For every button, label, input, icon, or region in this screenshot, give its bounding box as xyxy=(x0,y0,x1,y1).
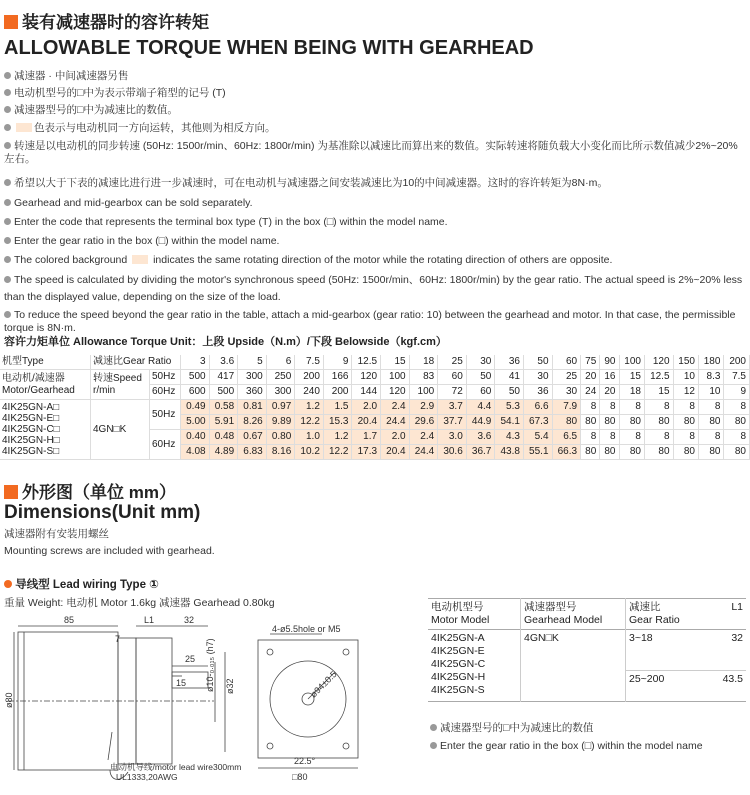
t60_up-cell: 1.2 xyxy=(323,430,352,445)
t50_up-cell: 0.81 xyxy=(238,400,267,415)
gearhead-model: 4GN□K xyxy=(91,400,150,460)
note: Enter the gear ratio in the box (□) within the model name. xyxy=(4,235,744,248)
t50_down-cell: 24.4 xyxy=(381,415,410,430)
model-note-en: Enter the gear ratio in the box (□) within the model name xyxy=(430,740,744,753)
section-title-en: ALLOWABLE TORQUE WHEN BEING WITH GEARHEAD xyxy=(4,37,534,59)
ratios-cell: 150 xyxy=(673,355,698,370)
speed60-cell: 18 xyxy=(619,385,644,400)
speed50-cell: 25 xyxy=(552,370,581,385)
t50_down-cell: 67.3 xyxy=(523,415,552,430)
t50_down-cell: 5.91 xyxy=(209,415,238,430)
unit-line: 容许力矩单位 Allowance Torque Unit：上段 Upside（N.m）/下段 Belowside（kgf.cm） xyxy=(4,336,447,348)
bullet-icon xyxy=(4,199,11,206)
motor-list: 4IK25GN-A□ 4IK25GN-E□ 4IK25GN-C□ 4IK25GN-H□ 4IK25GN-S□ xyxy=(0,400,91,460)
t50_down-cell: 80 xyxy=(644,415,673,430)
t60_up-cell: 0.48 xyxy=(209,430,238,445)
t50_up-cell: 8 xyxy=(600,400,619,415)
bullet-icon xyxy=(4,142,11,149)
gear-model: 4GN□K xyxy=(521,630,626,702)
speed60-cell: 500 xyxy=(209,385,238,400)
t60_down-cell: 80 xyxy=(698,445,723,460)
hz60-torque-label: 60Hz xyxy=(150,430,181,460)
note: 希望以大于下表的减速比进行进一步减速时，可在电动机与减速器之间安装减速比为10的中间减速器。这时的容许转矩为8N·m。 xyxy=(4,177,744,190)
t50_up-cell: 8 xyxy=(698,400,723,415)
note: 减速器型号的□中为减速比的数值。 xyxy=(4,104,744,117)
speed50-cell: 41 xyxy=(495,370,524,385)
t50_up-cell: 6.6 xyxy=(523,400,552,415)
t50_up-cell: 8 xyxy=(581,400,600,415)
t60_down-cell: 24.4 xyxy=(409,445,438,460)
bullet-icon xyxy=(4,89,11,96)
t50_up-cell: 1.2 xyxy=(295,400,324,415)
t60_down-cell: 17.3 xyxy=(352,445,381,460)
t50_down-cell: 80 xyxy=(698,415,723,430)
t60_down-cell: 20.4 xyxy=(381,445,410,460)
ratios-cell: 36 xyxy=(495,355,524,370)
ratios-cell: 200 xyxy=(724,355,750,370)
header-ratio: 减速比Gear Ratio xyxy=(91,355,181,370)
header-type: 机型Type xyxy=(0,355,91,370)
speed60-cell: 12 xyxy=(673,385,698,400)
speed50-cell: 60 xyxy=(438,370,467,385)
bullet-icon xyxy=(4,237,11,244)
orange-dot-icon xyxy=(4,580,12,588)
ratios-cell: 3 xyxy=(181,355,210,370)
dim-85: 85 xyxy=(64,615,75,625)
dim-32b: ø32 xyxy=(225,678,235,694)
t50_up-cell: 2.9 xyxy=(409,400,438,415)
t60_up-cell: 8 xyxy=(644,430,673,445)
speed60-cell: 300 xyxy=(266,385,295,400)
speed50-cell: 50 xyxy=(466,370,495,385)
model-table xyxy=(428,598,746,702)
section-title-cn: 装有减速器时的容许转矩 xyxy=(4,8,209,33)
ratio-2: 25~200 xyxy=(626,671,708,702)
t50_up-cell: 3.7 xyxy=(438,400,467,415)
speed50-cell: 10 xyxy=(673,370,698,385)
l1-1: 32 xyxy=(708,630,746,671)
note: 电动机型号的□中为表示带端子箱型的记号 (T) xyxy=(4,87,744,100)
holes-label: 4-ø5.5hole or M5 xyxy=(272,624,341,634)
ratios-cell: 30 xyxy=(466,355,495,370)
t60_up-cell: 8 xyxy=(600,430,619,445)
note: 转速是以电动机的同步转速 (50Hz: 1500r/min、60Hz: 1800r/min) 为基准除以减速比而算出来的数值。实际转速将随负载大小变化而比所示数值减少2%~20%左右。 xyxy=(4,140,738,165)
dimension-drawing xyxy=(0,612,420,795)
t60_up-cell: 1.7 xyxy=(352,430,381,445)
t60_down-cell: 12.2 xyxy=(323,445,352,460)
ratios-cell: 180 xyxy=(698,355,723,370)
note: The colored background indicates the same rotating direction of the motor while the rotating direction of others are opposite. xyxy=(4,254,744,267)
ratios-cell: 25 xyxy=(438,355,467,370)
hz50-label: 50Hz xyxy=(150,370,181,385)
bullet-icon xyxy=(4,218,11,225)
t60_down-cell: 80 xyxy=(581,445,600,460)
speed60-cell: 20 xyxy=(600,385,619,400)
t60_down-cell: 36.7 xyxy=(466,445,495,460)
orange-square-icon xyxy=(4,15,18,29)
t50_down-cell: 44.9 xyxy=(466,415,495,430)
header-speed: 转速Speed r/min xyxy=(91,370,150,400)
ratios-cell: 9 xyxy=(323,355,352,370)
dimensions-title-en: Dimensions(Unit mm) xyxy=(4,502,201,523)
t50_down-cell: 80 xyxy=(619,415,644,430)
ratios-cell: 75 xyxy=(581,355,600,370)
orange-square-icon xyxy=(4,485,18,499)
t50_down-cell: 12.2 xyxy=(295,415,324,430)
t50_up-cell: 0.49 xyxy=(181,400,210,415)
speed60-cell: 24 xyxy=(581,385,600,400)
t50_down-cell: 29.6 xyxy=(409,415,438,430)
pcd-label: ø94±0.5 xyxy=(308,669,339,700)
t60_up-cell: 2.4 xyxy=(409,430,438,445)
t50_up-cell: 8 xyxy=(644,400,673,415)
t50_up-cell: 0.97 xyxy=(266,400,295,415)
speed60-cell: 10 xyxy=(698,385,723,400)
t60_down-cell: 43.8 xyxy=(495,445,524,460)
t50_down-cell: 80 xyxy=(673,415,698,430)
t50_up-cell: 4.4 xyxy=(466,400,495,415)
t50_down-cell: 20.4 xyxy=(352,415,381,430)
t60_down-cell: 4.08 xyxy=(181,445,210,460)
speed60-cell: 9 xyxy=(724,385,750,400)
speed50-cell: 300 xyxy=(238,370,267,385)
dim-25: 25 xyxy=(185,654,196,664)
t60_down-cell: 80 xyxy=(644,445,673,460)
ratios-cell: 60 xyxy=(552,355,581,370)
color-swatch xyxy=(132,255,148,264)
t60_down-cell: 66.3 xyxy=(552,445,581,460)
t50_down-cell: 80 xyxy=(600,415,619,430)
t60_up-cell: 3.0 xyxy=(438,430,467,445)
ratios-cell: 15 xyxy=(381,355,410,370)
angle-label: 22.5° xyxy=(294,756,316,766)
dim-shaft: ø10-₀.₀₁₅ (h7) xyxy=(205,638,215,692)
t50_up-cell: 8 xyxy=(619,400,644,415)
t50_up-cell: 5.3 xyxy=(495,400,524,415)
speed50-cell: 8.3 xyxy=(698,370,723,385)
t60_down-cell: 10.2 xyxy=(295,445,324,460)
ratios-cell: 100 xyxy=(619,355,644,370)
h-motor: 电动机型号 Motor Model xyxy=(431,601,490,626)
t60_up-cell: 8 xyxy=(724,430,750,445)
speed50-cell: 7.5 xyxy=(724,370,750,385)
speed60-cell: 72 xyxy=(438,385,467,400)
t60_down-cell: 80 xyxy=(619,445,644,460)
speed50-cell: 417 xyxy=(209,370,238,385)
note: The speed is calculated by dividing the motor's synchronous speed (50Hz: 1500r/min、60Hz: 1800r/min) by the gear ratio. The actual speed is 2%~20% less than the displayed value, depending on the size of the load. xyxy=(4,274,743,303)
screws-note-cn: 减速器附有安装用螺丝 xyxy=(4,528,109,540)
speed60-cell: 600 xyxy=(181,385,210,400)
speed60-cell: 240 xyxy=(295,385,324,400)
speed60-cell: 120 xyxy=(381,385,410,400)
note: 减速器 · 中间减速器另售 xyxy=(4,70,744,83)
t60_up-cell: 8 xyxy=(619,430,644,445)
speed60-cell: 144 xyxy=(352,385,381,400)
t50_up-cell: 0.58 xyxy=(209,400,238,415)
speed50-cell: 83 xyxy=(409,370,438,385)
t50_down-cell: 9.89 xyxy=(266,415,295,430)
speed50-cell: 250 xyxy=(266,370,295,385)
t50_down-cell: 80 xyxy=(552,415,581,430)
t60_up-cell: 5.4 xyxy=(523,430,552,445)
speed50-cell: 166 xyxy=(323,370,352,385)
t50_up-cell: 1.5 xyxy=(323,400,352,415)
bullet-icon xyxy=(430,742,437,749)
ratios-cell: 6 xyxy=(266,355,295,370)
ratios-cell: 90 xyxy=(600,355,619,370)
t50_down-cell: 80 xyxy=(724,415,750,430)
dimensions-title-cn: 外形图（单位 mm） xyxy=(4,478,176,503)
t50_up-cell: 8 xyxy=(673,400,698,415)
ratios-cell: 5 xyxy=(238,355,267,370)
t60_up-cell: 8 xyxy=(581,430,600,445)
t60_up-cell: 2.0 xyxy=(381,430,410,445)
speed50-cell: 30 xyxy=(523,370,552,385)
wire-label-2: UL1333,20AWG xyxy=(116,772,178,782)
speed60-cell: 36 xyxy=(523,385,552,400)
bullet-icon xyxy=(4,179,11,186)
screws-note-en: Mounting screws are included with gearhead. xyxy=(4,545,215,557)
bullet-icon xyxy=(4,256,11,263)
t50_up-cell: 2.4 xyxy=(381,400,410,415)
t50_down-cell: 8.26 xyxy=(238,415,267,430)
ratios-cell: 120 xyxy=(644,355,673,370)
speed50-cell: 20 xyxy=(581,370,600,385)
ratios-cell: 18 xyxy=(409,355,438,370)
t50_down-cell: 80 xyxy=(581,415,600,430)
dim-32: 32 xyxy=(184,615,195,625)
ratio-1: 3~18 xyxy=(626,630,708,671)
h-gear: 减速器型号 Gearhead Model xyxy=(521,599,626,630)
t50_down-cell: 15.3 xyxy=(323,415,352,430)
bullet-icon xyxy=(4,106,11,113)
ratios-cell: 3.6 xyxy=(209,355,238,370)
t60_up-cell: 3.6 xyxy=(466,430,495,445)
bullet-icon xyxy=(430,724,437,731)
hz50-torque-label: 50Hz xyxy=(150,400,181,430)
bullet-icon xyxy=(4,124,11,131)
t60_up-cell: 6.5 xyxy=(552,430,581,445)
speed60-cell: 100 xyxy=(409,385,438,400)
dim-80: ø80 xyxy=(4,692,14,708)
t50_down-cell: 54.1 xyxy=(495,415,524,430)
note: 色表示与电动机同一方向运转，其他则为相反方向。 xyxy=(4,122,744,135)
model-note-cn: 减速器型号的□中为减速比的数值 xyxy=(430,722,744,735)
t50_down-cell: 5.00 xyxy=(181,415,210,430)
t50_down-cell: 37.7 xyxy=(438,415,467,430)
speed50-cell: 16 xyxy=(600,370,619,385)
bullet-icon xyxy=(4,276,11,283)
l1-2: 43.5 xyxy=(722,673,743,685)
ratios-cell: 7.5 xyxy=(295,355,324,370)
hz60-label: 60Hz xyxy=(150,385,181,400)
speed60-cell: 200 xyxy=(323,385,352,400)
bullet-icon xyxy=(4,72,11,79)
dim-l1: L1 xyxy=(144,615,155,625)
ratios-cell: 50 xyxy=(523,355,552,370)
speed60-cell: 360 xyxy=(238,385,267,400)
t60_up-cell: 0.80 xyxy=(266,430,295,445)
dim-7: 7 xyxy=(115,634,121,644)
t60_down-cell: 8.16 xyxy=(266,445,295,460)
t60_down-cell: 6.83 xyxy=(238,445,267,460)
t60_up-cell: 0.67 xyxy=(238,430,267,445)
torque-table xyxy=(0,355,750,460)
t60_down-cell: 55.1 xyxy=(523,445,552,460)
t60_down-cell: 80 xyxy=(600,445,619,460)
t60_down-cell: 80 xyxy=(673,445,698,460)
t60_up-cell: 4.3 xyxy=(495,430,524,445)
weight: 重量 Weight: 电动机 Motor 1.6kg 减速器 Gearhead 0.80kg xyxy=(4,597,275,609)
ratios-cell: 12.5 xyxy=(352,355,381,370)
lead-wiring-title: 导线型 Lead wiring Type ① xyxy=(4,576,159,592)
speed60-cell: 60 xyxy=(466,385,495,400)
wire-label-1: 电动机导线/motor lead wire300mm xyxy=(110,762,242,772)
speed50-cell: 120 xyxy=(352,370,381,385)
dim-15: 15 xyxy=(176,678,187,688)
t60_up-cell: 8 xyxy=(698,430,723,445)
bullet-icon xyxy=(4,311,11,318)
t60_up-cell: 0.40 xyxy=(181,430,210,445)
h-ratio: 减速比 Gear Ratio xyxy=(626,599,708,630)
t60_down-cell: 80 xyxy=(724,445,750,460)
speed50-cell: 12.5 xyxy=(644,370,673,385)
t50_up-cell: 7.9 xyxy=(552,400,581,415)
speed50-cell: 200 xyxy=(295,370,324,385)
t50_up-cell: 8 xyxy=(724,400,750,415)
speed50-cell: 15 xyxy=(619,370,644,385)
color-swatch xyxy=(16,123,32,132)
speed60-cell: 30 xyxy=(552,385,581,400)
note: To reduce the speed beyond the gear ratio in the table, attach a mid-gearbox (gear ratio: 10) between the gearhead and motor. In that case, the permissible torque is 8N·m. xyxy=(4,309,736,334)
sq80-label: □80 xyxy=(292,772,308,782)
t60_up-cell: 1.0 xyxy=(295,430,324,445)
speed50-cell: 100 xyxy=(381,370,410,385)
speed50-cell: 500 xyxy=(181,370,210,385)
t60_down-cell: 30.6 xyxy=(438,445,467,460)
t50_up-cell: 2.0 xyxy=(352,400,381,415)
speed60-cell: 15 xyxy=(644,385,673,400)
header-type2: 电动机/减速器 Motor/Gearhead xyxy=(0,370,91,400)
speed60-cell: 50 xyxy=(495,385,524,400)
t60_up-cell: 8 xyxy=(673,430,698,445)
note: Enter the code that represents the terminal box type (T) in the box (□) within the model name. xyxy=(4,216,744,229)
h-l1: L1 xyxy=(731,601,743,613)
motor-models: 4IK25GN-A 4IK25GN-E 4IK25GN-C 4IK25GN-H 4IK25GN-S xyxy=(431,632,486,696)
note: Gearhead and mid-gearbox can be sold separately. xyxy=(4,197,744,210)
t60_down-cell: 4.89 xyxy=(209,445,238,460)
